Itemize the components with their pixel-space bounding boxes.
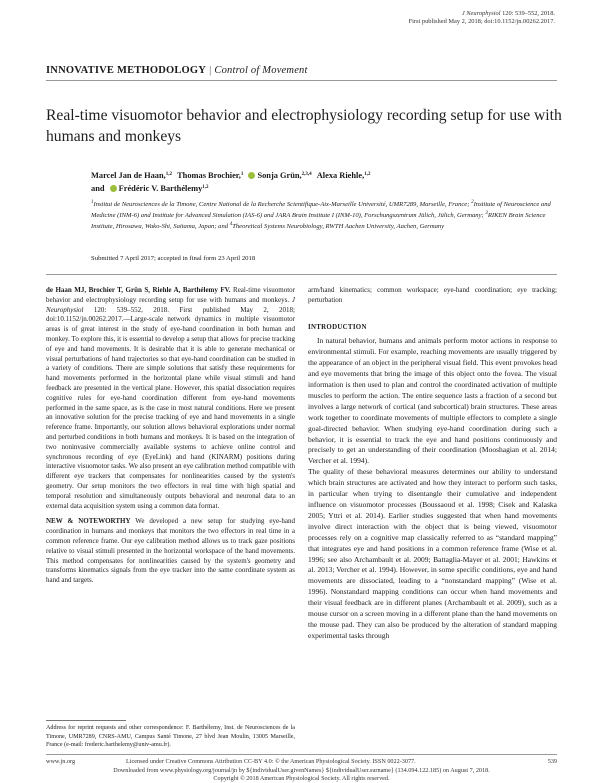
first-published-line: First published May 2, 2018; doi:10.1152/jn.00262.2017. (408, 18, 555, 26)
author-conjunction: and (91, 183, 105, 193)
new-noteworthy-label: NEW & NOTEWORTHY (46, 517, 131, 526)
page-number: 539 (547, 758, 557, 765)
section-heading (46, 65, 308, 76)
footer-rule (46, 754, 557, 755)
author-affiliation-sup: 2,3,4 (301, 172, 312, 177)
citation-title: Real-time visuomotor behavior and electrophysiology recording setup for use with humans and monkeys. (46, 286, 295, 304)
author-name: Thomas Brochier, (177, 171, 241, 180)
copyright-line: Copyright © 2018 American Physiological Society. All rights reserved. (213, 774, 390, 782)
abstract-paragraph (46, 286, 295, 511)
author-affiliation-sup: 1,2 (364, 172, 371, 177)
affiliation-sup: 3 (485, 211, 488, 217)
intro-paragraph-2: The quality of these behavioral measures determines our ability to understand which brain structures are activated and how they interact to perform such tasks, in particular when trying to disentangle their cumulative and independent influence on visuomotor processes (Boussaoud et al. 1998; Cisek and Kalaska 2005; Yttri et al. 2014). Earlier studies suggested that when hand movements involve direct interaction with the object that is being viewed, visuomotor processes rely on a cognitive map classically referred to as “standard mapping” that integrates eye and hand positions in a common reference frame (Wise et al. 1996; see also Archambault et al. 2009; Battaglia-Mayer et al. 2001; Hawkins et al. 2013; Vercher et al. 1994). However, in some specific conditions, eye and hand movements are dissociated, leading to a “nonstandard mapping” (Wise et al. 1996). Nonstandard mapping conditions can occur when hand movements and their visual feedback are in different planes (Archambault et al. 2009), such as a mouse cursor on a screen moving in a different plane than the hand movements on the mouse pad. They can also be produced by the alteration of standard mapping experimental tasks through (308, 467, 557, 640)
section-topic: Control of Movement (214, 65, 308, 76)
journal-name: J Neurophysiol (461, 10, 501, 17)
keywords: arm/hand kinematics; common workspace; eye-hand coordination; eye tracking; perturbation (308, 286, 557, 304)
citation-details: 120: 539–552, 2018. First published May 2, 2018; doi:10.1152/jn.00262.2017.— (46, 305, 295, 324)
affiliation-sup: 2 (471, 200, 474, 205)
affiliation-text: Institute of Neuroscience and Medicine (INM-6) and Institute for Advanced Simulation (IAS-6) and JARA Brain Institute I (INM-10), Forschungszentrum Jülich, Jülich, Germany; (91, 201, 551, 220)
section-separator: | (209, 65, 212, 76)
author-affiliation-sup: 1 (240, 172, 244, 177)
download-notice (0, 767, 603, 782)
abstract-rule (46, 274, 557, 275)
new-noteworthy-body: We developed a new setup for studying eye-hand coordination in humans and monkeys that monitors the two effectors in real time in a common reference frame. Our eye calibration method allows us to track gaze positions relative to visual stimuli presented in the horizontal workspace of the hand movements. This method compensates for nonlinearities caused by the system's geometry and transforms kinematics signals from the eye tracker into the same coordinate system as hand and targets. (46, 517, 295, 585)
section-category: INNOVATIVE METHODOLOGY (46, 65, 207, 76)
submission-dates: Submitted 7 April 2017; accepted in final form 23 April 2018 (91, 255, 256, 262)
author-affiliation-sup: 1,2 (202, 184, 209, 190)
header-rule (46, 80, 557, 81)
abstract-body: Large-scale network dynamics in multiple visuomotor areas is of great interest in the study of eye-hand coordination in both human and monkey. To explore this, it is essential to develop a setup that allows for precise tracking of eye and hand movements. It is desirable that it is able to generate mechanical or visual perturbations of hand trajectories so that eye-hand coordination can be studied in a variety of conditions. There are simple solutions that satisfy these requirements for hand movements performed in the horizontal plane while visual stimuli and hand feedback are presented in the vertical plane. However, this spatial dissociation requires cognitive rules for eye-hand coordination different from eye-hand movements performed in the same space, as is the case in most natural conditions. Here we present an innovative solution for the precise tracking of eye and hand movements in a single reference frame. Importantly, our solution allows behavioral explorations under normal and perturbed conditions in both humans and monkeys. It is based on the integration of two noninvasive commercially available systems to achieve online control and synchronous recording of eye (EyeLink) and hand (KINARM) positions during interactive visuomotor tasks. We also present an eye calibration method compatible with different eye trackers that compensates for nonlinearities caused by the system's geometry. Our setup monitors the two effectors in real time with high spatial and temporal resolution and simultaneously outputs behavioral and neuronal data to an external data acquisition system using a common data format. (46, 315, 295, 510)
author-4 (317, 171, 371, 180)
author-affiliation-sup: 1,2 (165, 172, 172, 177)
citation-journal: J Neurophysiol (46, 295, 295, 314)
affiliation-sup: 4 (229, 222, 233, 228)
author-list (91, 170, 561, 195)
journal-website-link[interactable]: www.jn.org (46, 758, 76, 765)
affiliation-text: Institut de Neurosciences de la Timone, Centre National de la Recherche Scientifique-Aix-Marseille Université, UMR7289, Marseille, France; (93, 201, 472, 208)
affiliations (91, 199, 557, 233)
journal-reference (409, 10, 555, 26)
introduction-heading: INTRODUCTION (308, 323, 367, 331)
affiliation-text: Theoretical Systems Neurobiology, RWTH Aachen University, Aachen, Germany (232, 223, 445, 231)
footnote-rule (46, 720, 126, 721)
author-name: Alexa Riehle, (316, 171, 365, 180)
author-1 (91, 171, 172, 180)
download-line: Downloaded from www.physiology.org/journal/jn by ${individualUser.givenNames} ${individualUser.surname} (134.094.122.185) on August 7, 2018. (113, 767, 490, 774)
intro-paragraph-1: In natural behavior, humans and animals perform motor actions in response to environmental stimuli. For example, reaching movements are usually triggered by the appearance of an object in the peripheral visual field. This event provokes head and eye movements that bring the image of this object onto the fovea. The visual information is then used to plan and control the coordinated activation of multiple muscles to perform the action. The entire sequence lasts a fraction of a second but involves a large network of cortical (and subcortical) brain structures. These areas work together to coordinate movements of multiple effectors to complete a single goal-directed behavior. When studying eye-hand coordination during such a behavior, it is essential to track the eye and hand positions continuously and precisely to get an understanding of their coordination (Mooshagian et al. 2014; Vercher et al. 1994). (308, 336, 557, 466)
article-title: Real-time visuomotor behavior and electrophysiology recording setup for use with humans and monkeys (46, 107, 562, 145)
author-2 (177, 171, 243, 180)
author-3 (248, 171, 311, 180)
author-name: Sonja Grün, (257, 171, 302, 180)
author-5 (110, 184, 209, 193)
author-name: Marcel Jan de Haan, (91, 171, 166, 180)
author-name: Frédéric V. Barthélemy (118, 183, 203, 193)
new-noteworthy-paragraph (46, 517, 295, 586)
correspondence-footnote: Address for reprint requests and other correspondence: F. Barthélemy, Inst. de Neurosciences de la Timone, UMR7289, CNRS-AMU, Campus Santé Timone, 27 blvd Jean Moulin, 13005 Marseille, France (e-mail: frederic.barthelemy@univ-amu.fr). (46, 725, 295, 749)
citation-authors: de Haan MJ, Brochier T, Grün S, Riehle A, Barthélemy FV. (46, 286, 231, 294)
orcid-icon[interactable] (248, 172, 255, 179)
affiliation-sup: 1 (91, 200, 94, 205)
license-text: Licensed under Creative Commons Attribution CC-BY 4.0: © the American Physiological Society. ISSN 0022-3077. (126, 758, 416, 765)
right-column (308, 286, 557, 642)
abstract-column (46, 286, 295, 586)
journal-volume-pages: 120: 539–552, 2018. (500, 10, 555, 17)
orcid-icon[interactable] (110, 185, 117, 192)
affiliation-text: RIKEN Brain Science Institute, Hirosawa, Wako-Shi, Saitama, Japan; and (91, 212, 546, 231)
